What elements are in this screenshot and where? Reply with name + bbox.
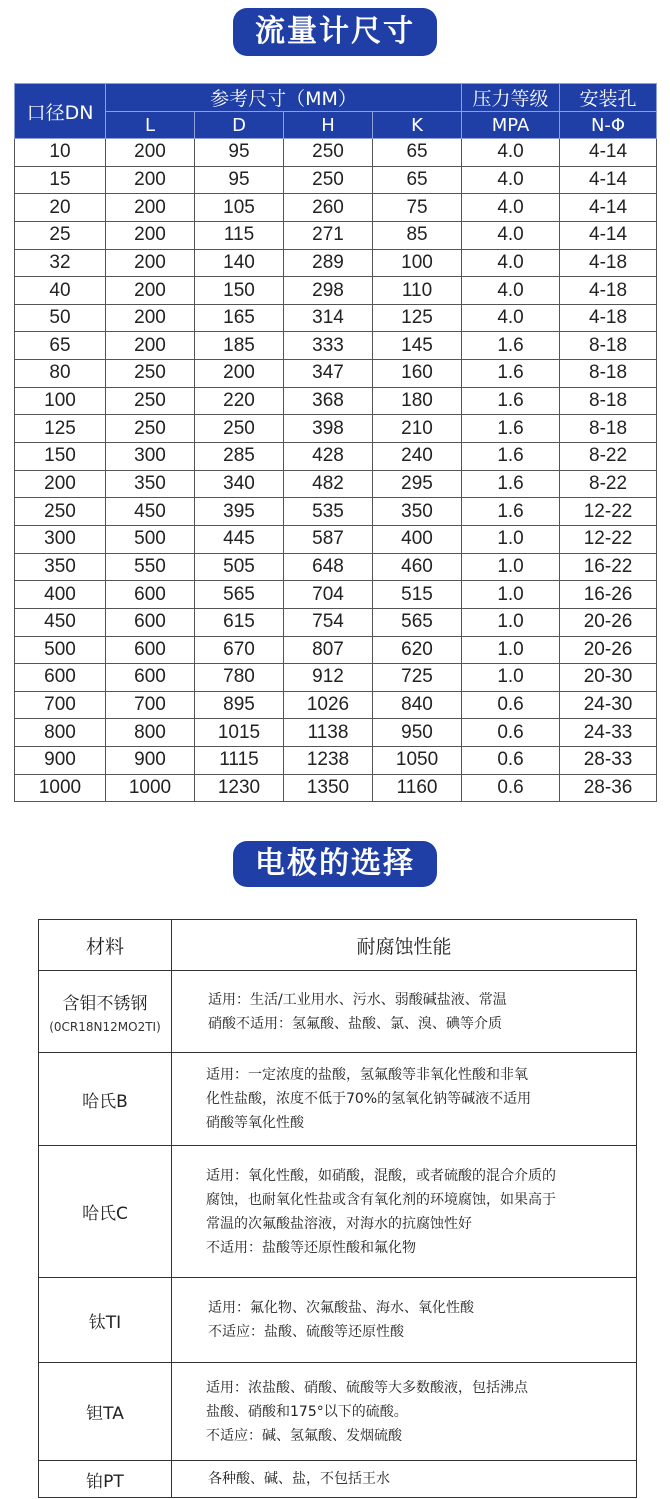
cell-l: 250: [106, 387, 195, 415]
description-line: 化性盐酸，浓度不低于70%的氢氧化钠等碱液不适用: [206, 1091, 532, 1107]
dimension-table-body: [15, 139, 657, 802]
description-line: 适用：氧化性酸，如硝酸，混酸，或者硫酸的混合介质的: [206, 1167, 556, 1184]
cell-d: 615: [195, 608, 284, 636]
cell-d: 1230: [195, 774, 284, 802]
cell-mpa: 1.0: [462, 553, 560, 581]
electrode-row: [39, 1053, 637, 1146]
cell-k: 160: [373, 360, 462, 388]
table-row: [15, 360, 657, 388]
corrosion-description: [172, 971, 637, 1053]
cell-d: 565: [195, 581, 284, 609]
electrode-table: [38, 919, 637, 1498]
table-row: [15, 194, 657, 222]
cell-h: 347: [284, 360, 373, 388]
cell-l: 700: [106, 691, 195, 719]
table-row: [15, 553, 657, 581]
cell-n-phi: 28-33: [560, 747, 657, 775]
cell-h: 428: [284, 443, 373, 471]
description-line: 适用：一定浓度的盐酸，氢氟酸等非氧化性酸和非氧: [206, 1067, 528, 1083]
cell-mpa: 0.6: [462, 774, 560, 802]
cell-d: 95: [195, 139, 284, 167]
cell-mpa: 4.0: [462, 249, 560, 277]
cell-h: 250: [284, 166, 373, 194]
table-row: [15, 719, 657, 747]
header-holes: 安装孔: [560, 84, 657, 112]
cell-h: 250: [284, 139, 373, 167]
table-row: [15, 277, 657, 305]
cell-k: 400: [373, 525, 462, 553]
cell-k: 110: [373, 277, 462, 305]
cell-dn: 200: [15, 470, 106, 498]
table-row: [15, 470, 657, 498]
cell-n-phi: 8-18: [560, 387, 657, 415]
cell-dn: 125: [15, 415, 106, 443]
cell-h: 1026: [284, 691, 373, 719]
table-row: [15, 664, 657, 692]
electrode-table-body: [39, 971, 637, 1498]
cell-n-phi: 4-18: [560, 249, 657, 277]
cell-h: 314: [284, 304, 373, 332]
cell-k: 1050: [373, 747, 462, 775]
cell-l: 450: [106, 498, 195, 526]
cell-mpa: 1.0: [462, 608, 560, 636]
description-line: 不适应：盐酸、硫酸等还原性酸: [208, 1324, 404, 1340]
header-dn: 口径DN: [15, 84, 106, 139]
electrode-row: [39, 1278, 637, 1363]
cell-dn: 40: [15, 277, 106, 305]
cell-mpa: 1.0: [462, 664, 560, 692]
cell-l: 200: [106, 249, 195, 277]
corrosion-description: [172, 1461, 637, 1498]
cell-d: 340: [195, 470, 284, 498]
cell-k: 620: [373, 636, 462, 664]
cell-k: 460: [373, 553, 462, 581]
cell-mpa: 1.6: [462, 332, 560, 360]
table-row: [15, 139, 657, 167]
cell-l: 800: [106, 719, 195, 747]
cell-mpa: 4.0: [462, 304, 560, 332]
cell-dn: 500: [15, 636, 106, 664]
table-row: [15, 221, 657, 249]
description-line: 适用：生活/工业用水、污水、弱酸碱盐液、常温: [208, 991, 507, 1008]
material-name: 哈氏B: [82, 1091, 128, 1112]
subheader-mpa: MPA: [462, 112, 560, 139]
cell-h: 333: [284, 332, 373, 360]
cell-mpa: 4.0: [462, 139, 560, 167]
cell-mpa: 1.6: [462, 498, 560, 526]
cell-l: 900: [106, 747, 195, 775]
description-line: 腐蚀，也耐氧化性盐或含有氧化剂的环境腐蚀，如果高于: [206, 1191, 556, 1208]
header-reference-size: 参考尺寸（MM）: [106, 84, 462, 112]
table-row: [15, 249, 657, 277]
cell-dn: 800: [15, 719, 106, 747]
table-row: [15, 747, 657, 775]
cell-k: 65: [373, 166, 462, 194]
cell-mpa: 0.6: [462, 747, 560, 775]
cell-dn: 300: [15, 525, 106, 553]
cell-mpa: 1.6: [462, 387, 560, 415]
cell-k: 240: [373, 443, 462, 471]
material-name: 铂PT: [86, 1471, 124, 1492]
cell-l: 600: [106, 636, 195, 664]
corrosion-description: [172, 1363, 637, 1461]
cell-n-phi: 20-30: [560, 664, 657, 692]
cell-h: 912: [284, 664, 373, 692]
cell-dn: 65: [15, 332, 106, 360]
table-row: [15, 415, 657, 443]
cell-dn: 250: [15, 498, 106, 526]
table-row: [15, 498, 657, 526]
cell-d: 140: [195, 249, 284, 277]
cell-h: 587: [284, 525, 373, 553]
cell-d: 165: [195, 304, 284, 332]
material-cell: [39, 1461, 172, 1498]
description-line: 各种酸、碱、盐，不包括王水: [208, 1471, 390, 1487]
cell-h: 807: [284, 636, 373, 664]
cell-mpa: 1.6: [462, 360, 560, 388]
cell-n-phi: 8-22: [560, 443, 657, 471]
material-cell: [39, 1053, 172, 1146]
cell-n-phi: 12-22: [560, 498, 657, 526]
corrosion-description: [172, 1146, 637, 1278]
material-cell: [39, 1146, 172, 1278]
cell-dn: 150: [15, 443, 106, 471]
cell-d: 1015: [195, 719, 284, 747]
cell-mpa: 1.6: [462, 415, 560, 443]
cell-dn: 20: [15, 194, 106, 222]
cell-n-phi: 8-18: [560, 360, 657, 388]
cell-h: 1238: [284, 747, 373, 775]
cell-l: 250: [106, 415, 195, 443]
cell-dn: 80: [15, 360, 106, 388]
cell-k: 210: [373, 415, 462, 443]
cell-mpa: 0.6: [462, 691, 560, 719]
cell-dn: 600: [15, 664, 106, 692]
cell-d: 1115: [195, 747, 284, 775]
cell-k: 350: [373, 498, 462, 526]
cell-dn: 100: [15, 387, 106, 415]
cell-l: 200: [106, 277, 195, 305]
cell-k: 515: [373, 581, 462, 609]
subheader-h: H: [284, 112, 373, 139]
cell-dn: 900: [15, 747, 106, 775]
cell-d: 395: [195, 498, 284, 526]
corrosion-description: [172, 1053, 637, 1146]
description-line: 硝酸不适用：氢氟酸、盐酸、氯、溴、碘等介质: [208, 1015, 502, 1032]
cell-h: 398: [284, 415, 373, 443]
description-line: 硝酸等氧化性酸: [206, 1115, 304, 1131]
cell-mpa: 1.6: [462, 470, 560, 498]
table-row: [15, 691, 657, 719]
subheader-l: L: [106, 112, 195, 139]
material-name: 钛TI: [88, 1312, 122, 1333]
cell-k: 725: [373, 664, 462, 692]
cell-l: 600: [106, 664, 195, 692]
cell-l: 500: [106, 525, 195, 553]
electrode-row: [39, 971, 637, 1053]
cell-k: 145: [373, 332, 462, 360]
cell-n-phi: 4-18: [560, 277, 657, 305]
cell-h: 535: [284, 498, 373, 526]
cell-l: 250: [106, 360, 195, 388]
cell-l: 1000: [106, 774, 195, 802]
section-title-electrode: 电极的选择: [233, 841, 437, 887]
cell-mpa: 4.0: [462, 277, 560, 305]
table-row: [15, 581, 657, 609]
cell-d: 185: [195, 332, 284, 360]
subheader-k: K: [373, 112, 462, 139]
description-line: 适用：氟化物、次氟酸盐、海水、氧化性酸: [208, 1300, 474, 1316]
table-row: [15, 332, 657, 360]
cell-l: 200: [106, 139, 195, 167]
table-row: [15, 608, 657, 636]
cell-dn: 50: [15, 304, 106, 332]
section-title-dimensions: 流量计尺寸: [233, 8, 437, 56]
cell-d: 445: [195, 525, 284, 553]
cell-k: 295: [373, 470, 462, 498]
material-name: 含钼不锈钢: [62, 994, 148, 1014]
cell-mpa: 4.0: [462, 221, 560, 249]
cell-d: 95: [195, 166, 284, 194]
cell-dn: 350: [15, 553, 106, 581]
cell-l: 200: [106, 194, 195, 222]
subheader-n-phi: N-Φ: [560, 112, 657, 139]
material-name: 哈氏C: [82, 1204, 128, 1224]
cell-dn: 450: [15, 608, 106, 636]
cell-d: 220: [195, 387, 284, 415]
cell-l: 200: [106, 221, 195, 249]
cell-k: 565: [373, 608, 462, 636]
cell-n-phi: 8-18: [560, 332, 657, 360]
cell-l: 600: [106, 581, 195, 609]
header-pressure: 压力等级: [462, 84, 560, 112]
cell-mpa: 1.6: [462, 443, 560, 471]
cell-mpa: 0.6: [462, 719, 560, 747]
cell-n-phi: 20-26: [560, 608, 657, 636]
cell-n-phi: 4-14: [560, 166, 657, 194]
cell-n-phi: 4-14: [560, 194, 657, 222]
cell-dn: 1000: [15, 774, 106, 802]
cell-h: 648: [284, 553, 373, 581]
description-line: 适用：浓盐酸、硝酸、硫酸等大多数酸液，包括沸点: [206, 1379, 528, 1396]
material-cell: [39, 971, 172, 1053]
cell-l: 550: [106, 553, 195, 581]
cell-d: 895: [195, 691, 284, 719]
cell-k: 950: [373, 719, 462, 747]
cell-h: 298: [284, 277, 373, 305]
cell-k: 75: [373, 194, 462, 222]
material-name: 钽TA: [86, 1404, 124, 1424]
cell-dn: 10: [15, 139, 106, 167]
subheader-d: D: [195, 112, 284, 139]
cell-h: 482: [284, 470, 373, 498]
table-row: [15, 774, 657, 802]
cell-n-phi: 16-26: [560, 581, 657, 609]
cell-l: 200: [106, 304, 195, 332]
cell-n-phi: 20-26: [560, 636, 657, 664]
corrosion-description: [172, 1278, 637, 1363]
cell-dn: 32: [15, 249, 106, 277]
cell-h: 754: [284, 608, 373, 636]
cell-n-phi: 28-36: [560, 774, 657, 802]
cell-n-phi: 4-14: [560, 139, 657, 167]
cell-n-phi: 16-22: [560, 553, 657, 581]
table-row: [15, 636, 657, 664]
cell-d: 505: [195, 553, 284, 581]
cell-l: 200: [106, 332, 195, 360]
cell-n-phi: 8-18: [560, 415, 657, 443]
electrode-row: [39, 1461, 637, 1498]
table-row: [15, 443, 657, 471]
cell-d: 150: [195, 277, 284, 305]
cell-d: 200: [195, 360, 284, 388]
cell-k: 100: [373, 249, 462, 277]
cell-mpa: 4.0: [462, 166, 560, 194]
cell-dn: 400: [15, 581, 106, 609]
cell-d: 780: [195, 664, 284, 692]
table-row: [15, 304, 657, 332]
cell-h: 368: [284, 387, 373, 415]
cell-d: 285: [195, 443, 284, 471]
cell-dn: 25: [15, 221, 106, 249]
cell-n-phi: 4-14: [560, 221, 657, 249]
cell-h: 1138: [284, 719, 373, 747]
table-row: [15, 166, 657, 194]
cell-n-phi: 24-30: [560, 691, 657, 719]
cell-l: 200: [106, 166, 195, 194]
header-material: 材料: [39, 920, 172, 971]
cell-h: 260: [284, 194, 373, 222]
description-line: 盐酸、硝酸和175°以下的硫酸。: [206, 1403, 408, 1420]
cell-mpa: 4.0: [462, 194, 560, 222]
cell-d: 250: [195, 415, 284, 443]
electrode-row: [39, 1146, 637, 1278]
header-corrosion-resistance: 耐腐蚀性能: [172, 920, 637, 971]
cell-d: 105: [195, 194, 284, 222]
cell-h: 289: [284, 249, 373, 277]
cell-dn: 15: [15, 166, 106, 194]
cell-n-phi: 8-22: [560, 470, 657, 498]
cell-k: 65: [373, 139, 462, 167]
cell-d: 670: [195, 636, 284, 664]
cell-n-phi: 4-18: [560, 304, 657, 332]
cell-l: 600: [106, 608, 195, 636]
cell-mpa: 1.0: [462, 525, 560, 553]
cell-n-phi: 12-22: [560, 525, 657, 553]
dimension-table: [14, 83, 657, 802]
material-cell: [39, 1278, 172, 1363]
cell-dn: 700: [15, 691, 106, 719]
cell-k: 180: [373, 387, 462, 415]
cell-l: 350: [106, 470, 195, 498]
cell-h: 704: [284, 581, 373, 609]
table-row: [15, 525, 657, 553]
table-row: [15, 387, 657, 415]
cell-k: 1160: [373, 774, 462, 802]
cell-k: 85: [373, 221, 462, 249]
description-line: 常温的次氟酸盐溶液，对海水的抗腐蚀性好: [206, 1215, 472, 1232]
cell-mpa: 1.0: [462, 636, 560, 664]
description-line: 不适用：盐酸等还原性酸和氟化物: [206, 1239, 416, 1256]
description-line: 不适应：碱、氢氟酸、发烟硫酸: [206, 1427, 402, 1444]
electrode-row: [39, 1363, 637, 1461]
material-grade: (0CR18N12MO2TI): [49, 1020, 161, 1034]
cell-h: 271: [284, 221, 373, 249]
cell-k: 125: [373, 304, 462, 332]
cell-d: 115: [195, 221, 284, 249]
cell-l: 300: [106, 443, 195, 471]
cell-mpa: 1.0: [462, 581, 560, 609]
cell-n-phi: 24-33: [560, 719, 657, 747]
cell-k: 840: [373, 691, 462, 719]
material-cell: [39, 1363, 172, 1461]
cell-h: 1350: [284, 774, 373, 802]
